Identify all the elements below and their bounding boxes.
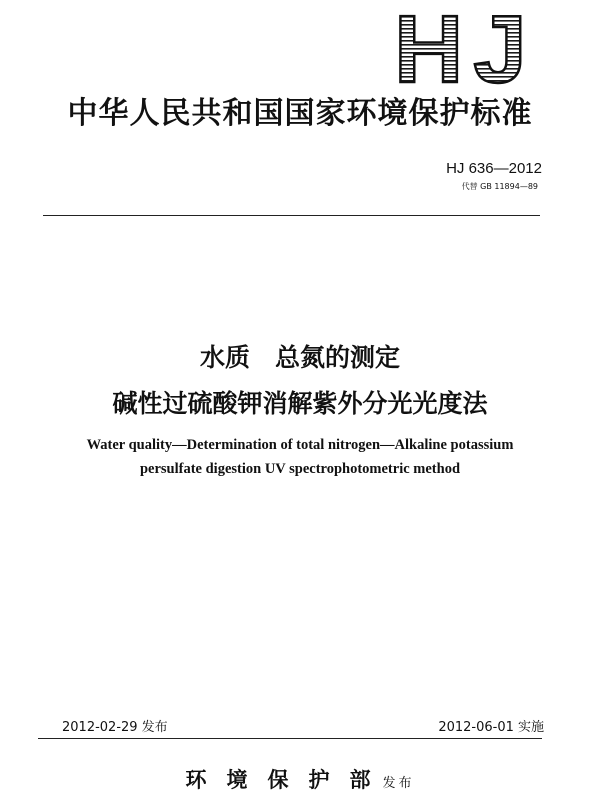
replaces-standard: 代替 GB 11894—89 [461,182,538,191]
agency-title: 中华人民共和国国家环境保护标准 [67,96,533,131]
title-cn-line-2: 碱性过硫酸钾消解紫外分光光度法 [112,389,488,418]
standard-number: HJ 636—2012 [446,160,542,177]
hj-logo-mark [392,8,532,86]
hj-logo [392,8,532,86]
footer-divider [38,738,542,739]
implementation-date: 2012-06-01 实施 [438,720,544,735]
title-cn-line-1: 水质 总氮的测定 [199,343,400,372]
publisher-suffix: 发布 [382,776,415,791]
logo-text: HJ [394,8,532,86]
title-en-line-2: persulfate digestion UV spectrophotometric method [139,461,461,477]
publisher [0,764,600,794]
publisher-name: 环境保护部 [185,767,391,792]
title-en-line-1: Water quality—Determination of total nitrogen—Alkaline potassium [86,437,514,453]
header-divider [43,215,540,216]
issue-date: 2012-02-29 发布 [62,720,168,735]
